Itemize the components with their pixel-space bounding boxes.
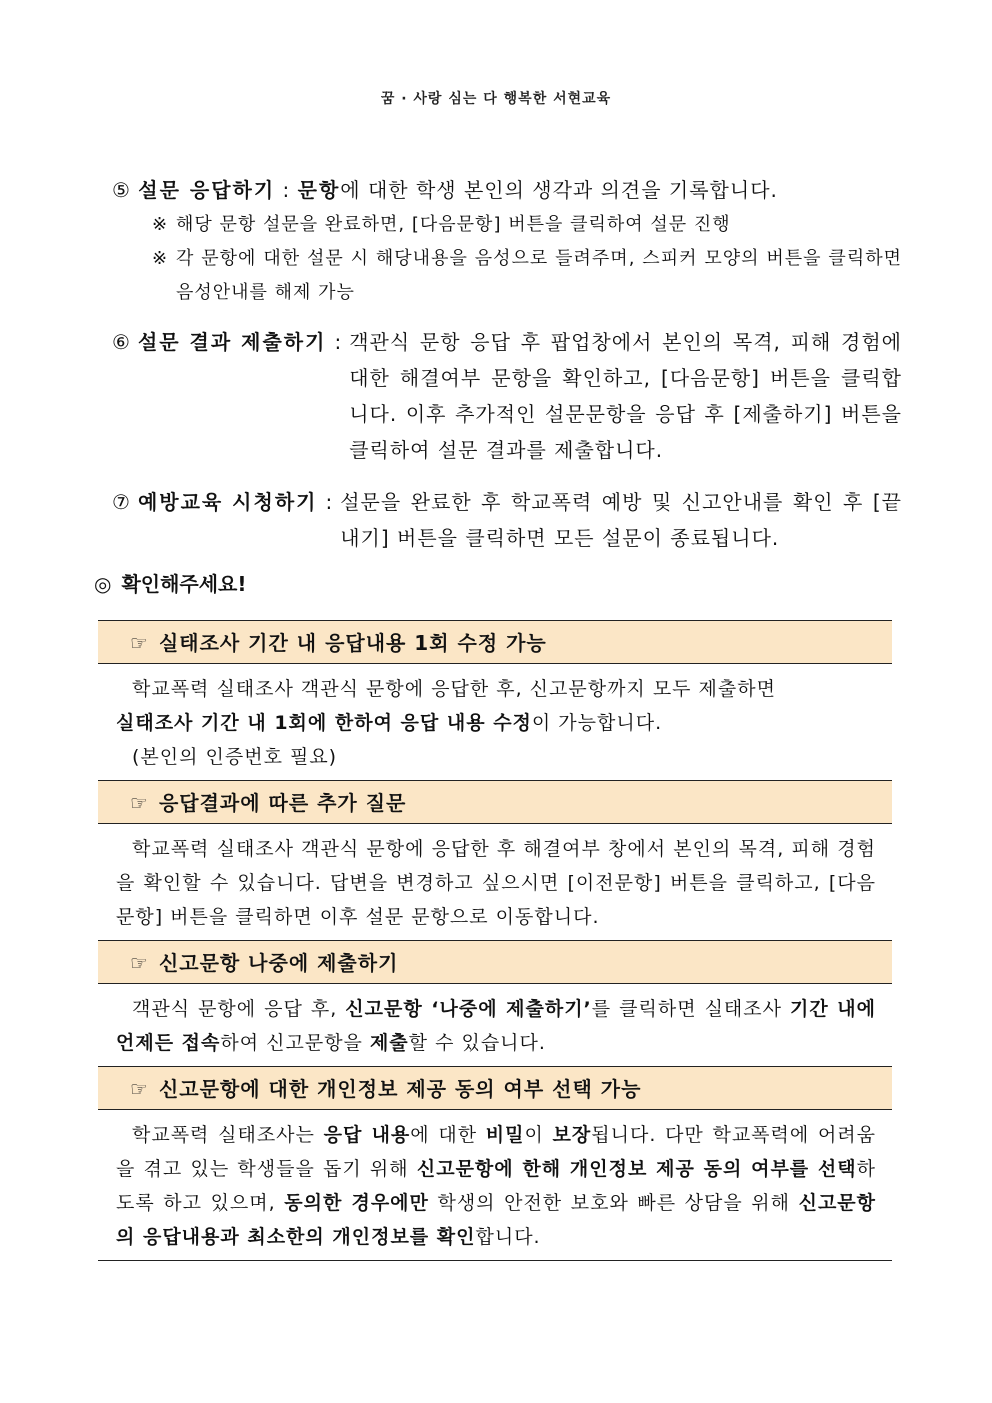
box-paragraph <box>116 706 876 740</box>
step-5-desc-bold: 문항 <box>297 178 341 202</box>
box-paragraph <box>116 740 876 774</box>
pointing-hand-icon: ☞ <box>130 951 149 975</box>
box-text-bold: 보장 <box>552 1124 592 1146</box>
box-title: 실태조사 기간 내 응답내용 1회 수정 가능 <box>158 631 547 655</box>
check-heading <box>94 566 247 602</box>
box-text-bold: 비밀 <box>485 1124 525 1146</box>
box-body-3 <box>98 984 892 1066</box>
note-item <box>152 242 902 310</box>
box-text: 하여 신고문항을 <box>220 1032 370 1054</box>
pointing-hand-icon: ☞ <box>130 631 149 655</box>
steps-section <box>112 172 902 556</box>
step-7-label: 예방교육 시청하기 <box>137 490 318 514</box>
box-body-4 <box>98 1110 892 1261</box>
box-text-bold: 제출 <box>369 1032 409 1054</box>
step-7-number: ⑦ <box>112 490 130 514</box>
notice-boxes <box>98 620 892 1261</box>
pointing-hand-icon: ☞ <box>130 1077 149 1101</box>
box-text: 학교폭력 실태조사 객관식 문항에 응답한 후, 신고문항까지 모두 제출하면 <box>132 678 776 700</box>
step-6 <box>112 324 902 468</box>
box-text-bold: 신고문항에 한해 개인정보 제공 동의 여부를 선택 <box>416 1158 857 1180</box>
step-5-label: 설문 응답하기 <box>138 178 276 202</box>
box-text: 학교폭력 실태조사 객관식 문항에 응답한 후 해결여부 창에서 본인의 목격, 피해 경험을 확인할 수 있습니다. 답변을 변경하고 싶으시면 [이전문항] 버튼을 클릭하고, [다음문항] 버튼을 클릭하면 이후 설문 문항으로 이동합니다. <box>116 838 876 928</box>
note-item <box>152 208 902 242</box>
box-text-bold: 기간 내에 언제든 접속 <box>116 998 877 1054</box>
box-title: 신고문항에 대한 개인정보 제공 동의 여부 선택 가능 <box>158 1077 642 1101</box>
note-mark: ※ <box>152 214 169 235</box>
step-5-colon: : <box>282 178 291 202</box>
box-text-bold: 신고문항 ‘나중에 제출하기’ <box>345 998 592 1020</box>
step-6-number: ⑥ <box>112 330 130 354</box>
step-6-colon: : <box>334 330 342 354</box>
pointing-hand-icon: ☞ <box>130 791 149 815</box>
box-paragraph <box>116 992 876 1060</box>
box-header-1 <box>98 620 892 664</box>
box-text-bold: 응답 내용 <box>323 1124 411 1146</box>
box-text: 객관식 문항에 응답 후, <box>132 998 346 1020</box>
note-text: 해당 문항 설문을 완료하면, [다음문항] 버튼을 클릭하여 설문 진행 <box>176 214 731 235</box>
box-paragraph <box>116 672 876 706</box>
double-circle-icon: ◎ <box>94 572 112 596</box>
box-title: 응답결과에 따른 추가 질문 <box>158 791 407 815</box>
step-7 <box>112 484 902 556</box>
step-5-notes <box>152 208 902 310</box>
box-header-2 <box>98 780 892 824</box>
box-text: 에 대한 <box>410 1124 486 1146</box>
check-title: 확인해주세요! <box>121 572 247 596</box>
box-text: 를 클릭하면 실태조사 <box>591 998 790 1020</box>
box-text: 학생의 안전한 보호와 빠른 상담을 위해 <box>428 1192 799 1214</box>
box-text: 하도록 하고 있으며, <box>116 1158 876 1214</box>
step-6-desc: 객관식 문항 응답 후 팝업창에서 본인의 목격, 피해 경험에 대한 해결여부 문항을 확인하고, [다음문항] 버튼을 클릭합니다. 이후 추가적인 설문문항을 응답 후 [제출하기] 버튼을 클릭하여 설문 결과를 제출합니다. <box>349 330 902 462</box>
box-header-4 <box>98 1066 892 1110</box>
box-body-2 <box>98 824 892 940</box>
box-paragraph <box>116 832 876 934</box>
box-text: 합니다. <box>475 1226 541 1248</box>
box-text: 학교폭력 실태조사는 <box>132 1124 324 1146</box>
step-5 <box>112 172 902 208</box>
box-text: 이 <box>524 1124 553 1146</box>
box-text: (본인의 인증번호 필요) <box>132 746 338 768</box>
box-header-3 <box>98 940 892 984</box>
note-text: 각 문항에 대한 설문 시 해당내용을 음성으로 들려주며, 스피커 모양의 버튼을 클릭하면 음성안내를 해제 가능 <box>176 248 902 303</box>
step-7-colon: : <box>325 490 333 514</box>
box-text-bold: 신고문항의 응답내용과 최소한의 개인정보를 확인 <box>116 1192 877 1248</box>
box-body-1 <box>98 664 892 780</box>
box-text-bold: 동의한 경우에만 <box>284 1192 429 1214</box>
step-5-number: ⑤ <box>112 178 131 202</box>
box-text: 할 수 있습니다. <box>408 1032 546 1054</box>
note-mark: ※ <box>152 248 169 269</box>
box-text: 됩니다. 다만 학교폭력에 어려움을 겪고 있는 학생들을 돕기 위해 <box>116 1124 877 1180</box>
box-title: 신고문항 나중에 제출하기 <box>158 951 399 975</box>
page-header: 꿈 · 사랑 심는 다 행복한 서현교육 <box>380 91 612 107</box>
box-text: 이 가능합니다. <box>531 712 663 734</box>
step-6-label: 설문 결과 제출하기 <box>137 330 327 354</box>
box-text-bold: 실태조사 기간 내 1회에 한하여 응답 내용 수정 <box>116 712 532 734</box>
step-7-desc: 설문을 완료한 후 학교폭력 예방 및 신고안내를 확인 후 [끝내기] 버튼을 클릭하면 모든 설문이 종료됩니다. <box>340 490 902 550</box>
box-paragraph <box>116 1118 876 1254</box>
step-5-desc: 에 대한 학생 본인의 생각과 의견을 기록합니다. <box>340 178 778 202</box>
